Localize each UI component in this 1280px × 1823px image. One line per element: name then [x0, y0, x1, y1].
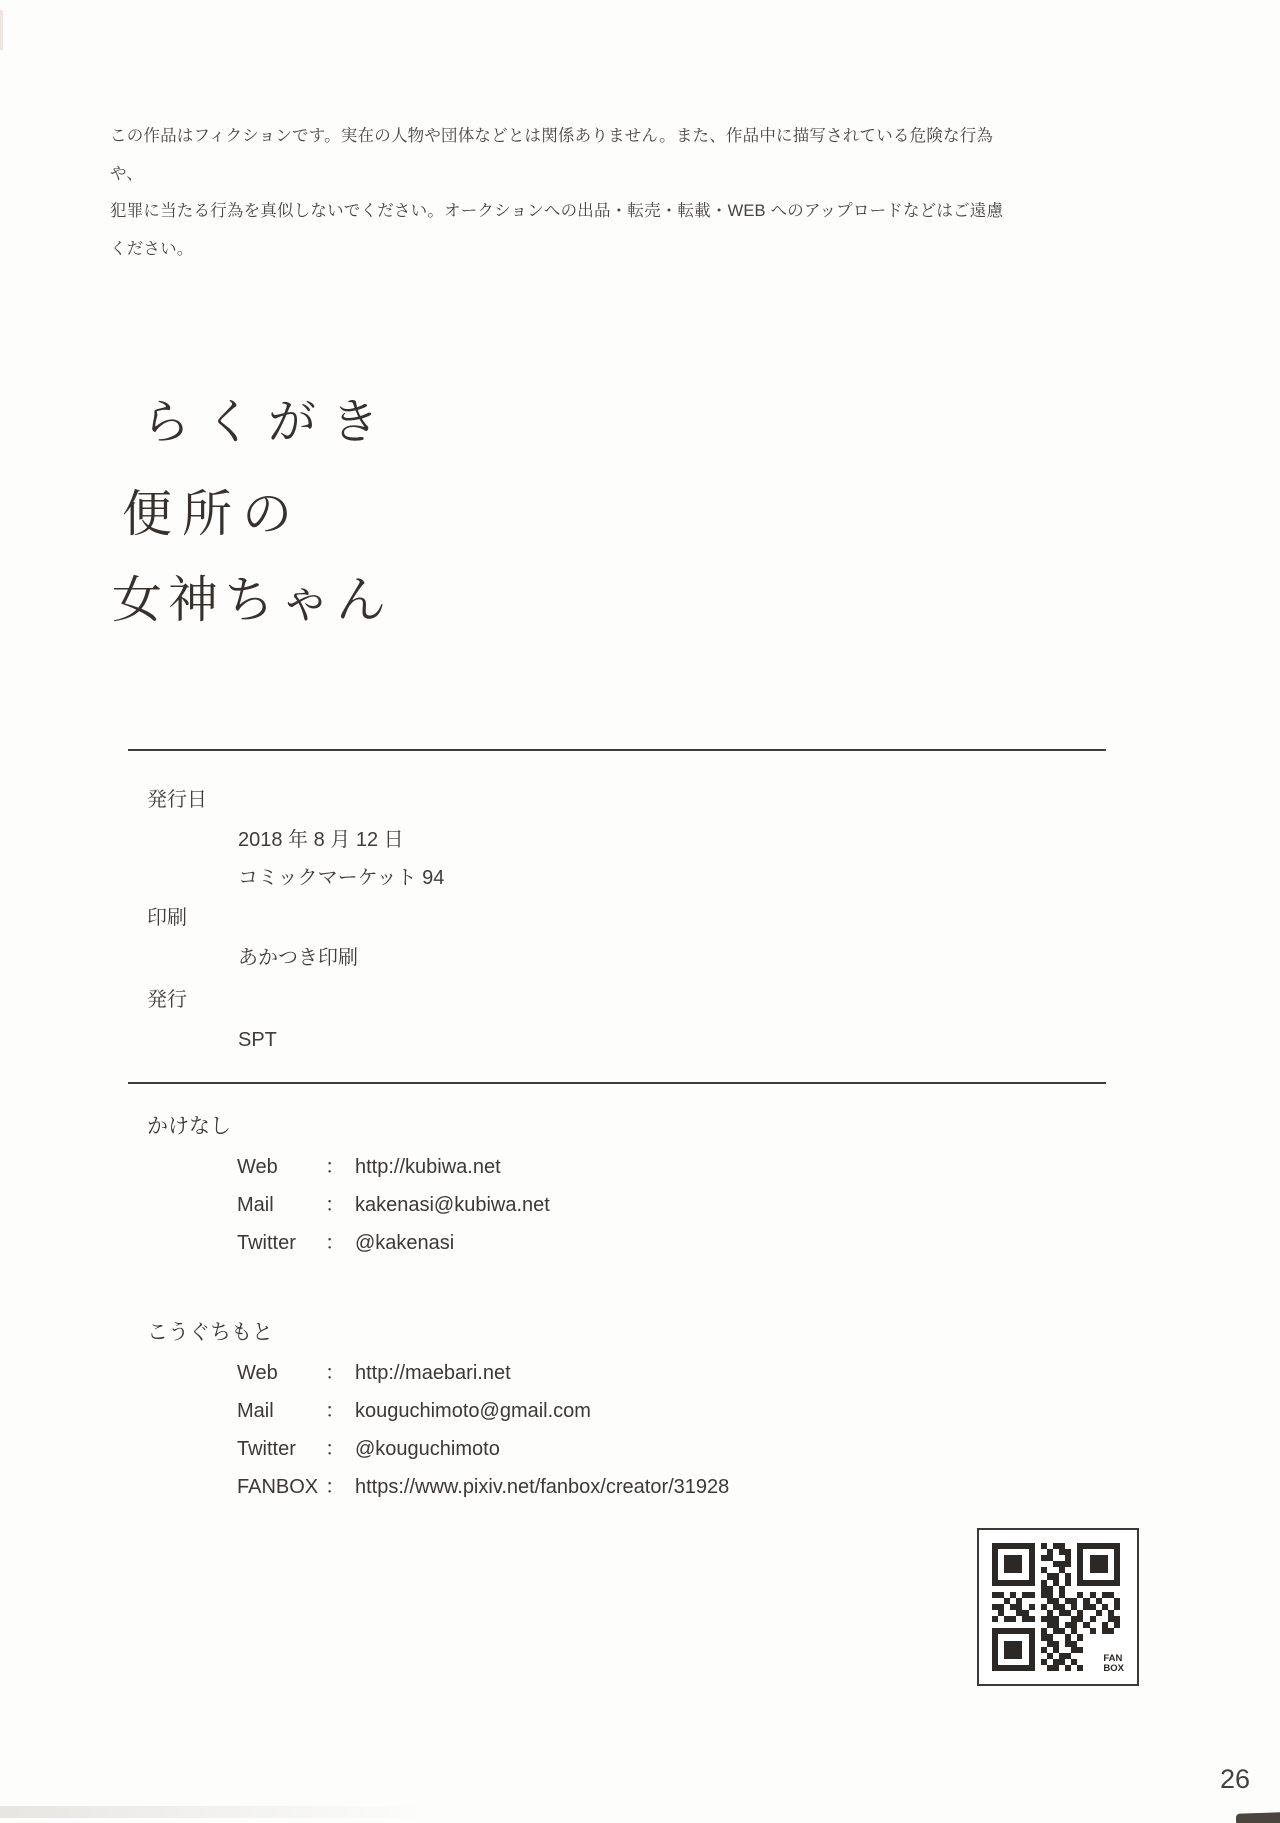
book-title-line-3: 女神ちゃん [112, 572, 392, 628]
divider-top [128, 749, 1106, 751]
publisher-label: 発行 [147, 989, 187, 1011]
contact-value-email: kakenasi@kubiwa.net [355, 1194, 550, 1216]
contact-colon: ： [325, 1362, 345, 1384]
publication-date-value: 2018 年 8 月 12 日 [238, 829, 404, 851]
scan-artifact [0, 10, 3, 50]
contact-value-handle: @kakenasi [355, 1232, 455, 1254]
contact-colon: ： [325, 1476, 345, 1498]
fanbox-logo-line: FAN [1103, 1653, 1123, 1664]
fanbox-qr-frame [977, 1528, 1139, 1686]
disclaimer-text [110, 118, 1015, 268]
contact-value-url: https://www.pixiv.net/fanbox/creator/31928 [355, 1476, 730, 1498]
contact-value-url: http://kubiwa.net [355, 1156, 501, 1178]
author-name-kakenasi: かけなし [147, 1115, 231, 1138]
contact-row-mail [237, 1394, 591, 1423]
contact-row-twitter [237, 1432, 500, 1461]
contact-value-handle: @kouguchimoto [355, 1438, 500, 1460]
qr-code [992, 1543, 1120, 1671]
contact-value-url: http://maebari.net [355, 1362, 511, 1384]
disclaimer-line: 犯罪に当たる行為を真似しないでください。オークションへの出品・転売・転載・WEB へのアップロードなどはご遠慮 [110, 202, 1004, 220]
contact-colon: ： [325, 1400, 345, 1422]
publication-date-label: 発行日 [147, 789, 207, 811]
page-number: 26 [1220, 1764, 1251, 1794]
contact-label: Mail [237, 1194, 274, 1216]
contact-row-web [237, 1150, 501, 1179]
contact-label: FANBOX [237, 1476, 319, 1498]
contact-row-web [237, 1356, 511, 1385]
contact-value-email: kouguchimoto@gmail.com [355, 1400, 591, 1422]
contact-row-fanbox [237, 1470, 729, 1499]
contact-row-twitter [237, 1226, 454, 1255]
contact-colon: ： [325, 1232, 345, 1254]
scan-artifact [1236, 1812, 1280, 1823]
book-title-line-2: 便所の [122, 486, 302, 542]
book-title-line-1: らくがき [142, 396, 395, 449]
disclaimer-line: ください。 [110, 239, 194, 258]
contact-colon: ： [325, 1156, 345, 1178]
scan-artifact [0, 1806, 430, 1818]
author-name-kouguchimoto: こうぐちもと [147, 1321, 273, 1344]
divider-middle [128, 1082, 1106, 1084]
contact-row-mail [237, 1188, 550, 1217]
contact-label: Mail [237, 1400, 274, 1422]
fanbox-logo-text [1101, 1654, 1124, 1673]
printing-value: あかつき印刷 [238, 947, 358, 969]
contact-label: Web [237, 1362, 278, 1384]
contact-colon: ： [325, 1438, 345, 1460]
contact-label: Twitter [237, 1232, 296, 1254]
contact-label: Web [237, 1156, 278, 1178]
publisher-value: SPT [238, 1029, 277, 1051]
contact-colon: ： [325, 1194, 345, 1216]
contact-label: Twitter [237, 1438, 296, 1460]
fanbox-logo-line: BOX [1103, 1662, 1124, 1674]
publication-event-value: コミックマーケット 94 [238, 867, 445, 889]
disclaimer-line: この作品はフィクションです。実在の人物や団体などとは関係ありません。また、作品中に描写されている危険な行為や、 [110, 127, 994, 183]
printing-label: 印刷 [147, 907, 187, 929]
